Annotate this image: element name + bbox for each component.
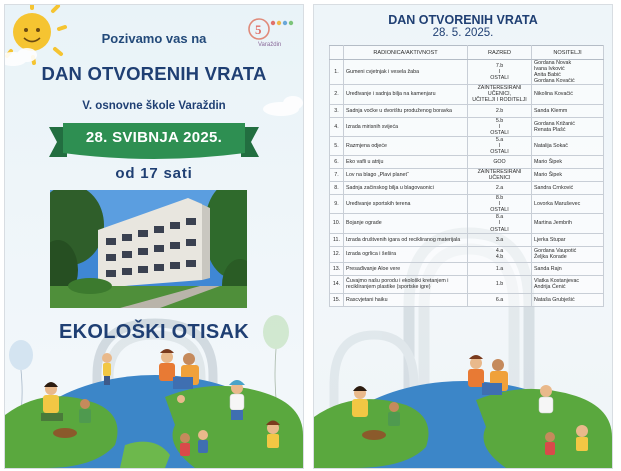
row-activity: Gumeni cvjetnjak i vesela žaba <box>344 60 468 85</box>
table-row <box>330 214 604 233</box>
header-leaders: NOSITELJI <box>532 46 604 60</box>
header-activity: RADIONICA/AKTIVNOST <box>344 46 468 60</box>
row-number: 5. <box>330 136 344 155</box>
row-number: 12. <box>330 246 344 262</box>
row-number: 2. <box>330 85 344 104</box>
row-grade: 1.a <box>468 262 532 275</box>
row-number: 9. <box>330 195 344 214</box>
row-activity: Rascvjetani haiku <box>344 293 468 306</box>
header-number <box>330 46 344 60</box>
row-activity: Eko vafli u atriju <box>344 156 468 169</box>
row-leaders: Mario Šipek <box>532 169 604 182</box>
row-number: 14. <box>330 275 344 293</box>
table-row <box>330 156 604 169</box>
row-leaders: Gordana Novak Ivana Ivković Anita Babić Gordana Kovačić <box>532 60 604 85</box>
row-grade: GOO <box>468 156 532 169</box>
row-grade: ZAINTERESIRANI UČENICI, UČITELJI I RODITELJI <box>468 85 532 104</box>
row-grade: 5.b I OSTALI <box>468 117 532 136</box>
row-grade: 8.a I OSTALI <box>468 214 532 233</box>
activities-table <box>329 45 604 307</box>
row-number: 10. <box>330 214 344 233</box>
row-activity: Uređivanje i sadnja bilja na kamenjaru <box>344 85 468 104</box>
row-leaders: Sanda Rajn <box>532 262 604 275</box>
row-grade: 2.b <box>468 104 532 117</box>
schedule-title: DAN OTVORENIH VRATA <box>388 13 538 27</box>
schedule-date: 28. 5. 2025. <box>432 27 494 39</box>
row-number: 11. <box>330 233 344 246</box>
table-row <box>330 233 604 246</box>
row-leaders: Vlatka Kostanjevac Andrija Ćenić <box>532 275 604 293</box>
table-row <box>330 246 604 262</box>
theme-title: EKOLOŠKI OTISAK <box>58 321 250 343</box>
row-activity: Bojanje ograde <box>344 214 468 233</box>
row-activity: Sadnja začinskog bilja u blagovaonici <box>344 182 468 195</box>
svg-text:5: 5 <box>255 22 262 37</box>
row-activity: Izrada ogrlica i šešira <box>344 246 468 262</box>
event-date: 28. SVIBNJA 2025. <box>85 129 223 146</box>
table-row <box>330 85 604 104</box>
table-row <box>330 136 604 155</box>
row-leaders: Sandra Crnković <box>532 182 604 195</box>
header-grade: RAZRED <box>468 46 532 60</box>
table-row <box>330 293 604 306</box>
row-number: 8. <box>330 182 344 195</box>
row-grade: ZAINTERESIRANI UČENICI <box>468 169 532 182</box>
table-row <box>330 262 604 275</box>
row-leaders: Sanda Klemm <box>532 104 604 117</box>
row-number: 15. <box>330 293 344 306</box>
table-row <box>330 182 604 195</box>
row-grade: 7.b I OSTALI <box>468 60 532 85</box>
table-row <box>330 60 604 85</box>
row-leaders: Mario Šipek <box>532 156 604 169</box>
row-number: 3. <box>330 104 344 117</box>
table-header-row <box>330 46 604 60</box>
row-leaders: Lovorka Maruševec <box>532 195 604 214</box>
table-row <box>330 117 604 136</box>
row-leaders: Ljerka Stupar <box>532 233 604 246</box>
row-activity: Čuvajmo našu porodu i ekološki kretanjem i recikliranjem plastike (sportske igre) <box>344 275 468 293</box>
table-row <box>330 275 604 293</box>
row-leaders: Gordana Križanić Renata Plašć <box>532 117 604 136</box>
event-time: od 17 sati <box>115 165 193 182</box>
table-body <box>330 60 604 307</box>
table-row <box>330 104 604 117</box>
row-grade: 4.a 4.b <box>468 246 532 262</box>
invitation-text: Pozivamo vas na <box>101 31 207 46</box>
invitation-poster <box>4 4 304 469</box>
school-building-image <box>50 190 247 308</box>
row-activity: Sadnja voćke u dvorištu produženog boravka <box>344 104 468 117</box>
row-leaders: Natalija Sokač <box>532 136 604 155</box>
table-row <box>330 195 604 214</box>
row-activity: Presađivanje Aloe vere <box>344 262 468 275</box>
row-activity: Izrada društvenih igara od recikliranog materijala <box>344 233 468 246</box>
row-number: 4. <box>330 117 344 136</box>
row-grade: 5.a I OSTALI <box>468 136 532 155</box>
row-number: 6. <box>330 156 344 169</box>
schedule-poster <box>313 4 613 469</box>
event-title: DAN OTVORENIH VRATA <box>41 63 267 84</box>
row-leaders: Nikolina Kovačić <box>532 85 604 104</box>
logo-caption: Varaždin <box>258 42 282 48</box>
row-activity: Izrada mirisnih svijeća <box>344 117 468 136</box>
row-number: 1. <box>330 60 344 85</box>
row-grade: 1.b <box>468 275 532 293</box>
row-leaders: Nataša Grubješić <box>532 293 604 306</box>
row-activity: Uređivanje sportskih terena <box>344 195 468 214</box>
row-grade: 8.b I OSTALI <box>468 195 532 214</box>
row-activity: Razmjena odjeće <box>344 136 468 155</box>
row-grade: 6.a <box>468 293 532 306</box>
table-row <box>330 169 604 182</box>
row-grade: 3.a <box>468 233 532 246</box>
school-building-photo <box>50 190 247 308</box>
row-number: 7. <box>330 169 344 182</box>
row-number: 13. <box>330 262 344 275</box>
row-leaders: Martina Jembrih <box>532 214 604 233</box>
school-name: V. osnovne škole Varaždin <box>82 100 226 112</box>
row-grade: 2.a <box>468 182 532 195</box>
row-leaders: Gordana Vaupotić Željka Korade <box>532 246 604 262</box>
row-activity: Lov na blago „Plavi planet“ <box>344 169 468 182</box>
